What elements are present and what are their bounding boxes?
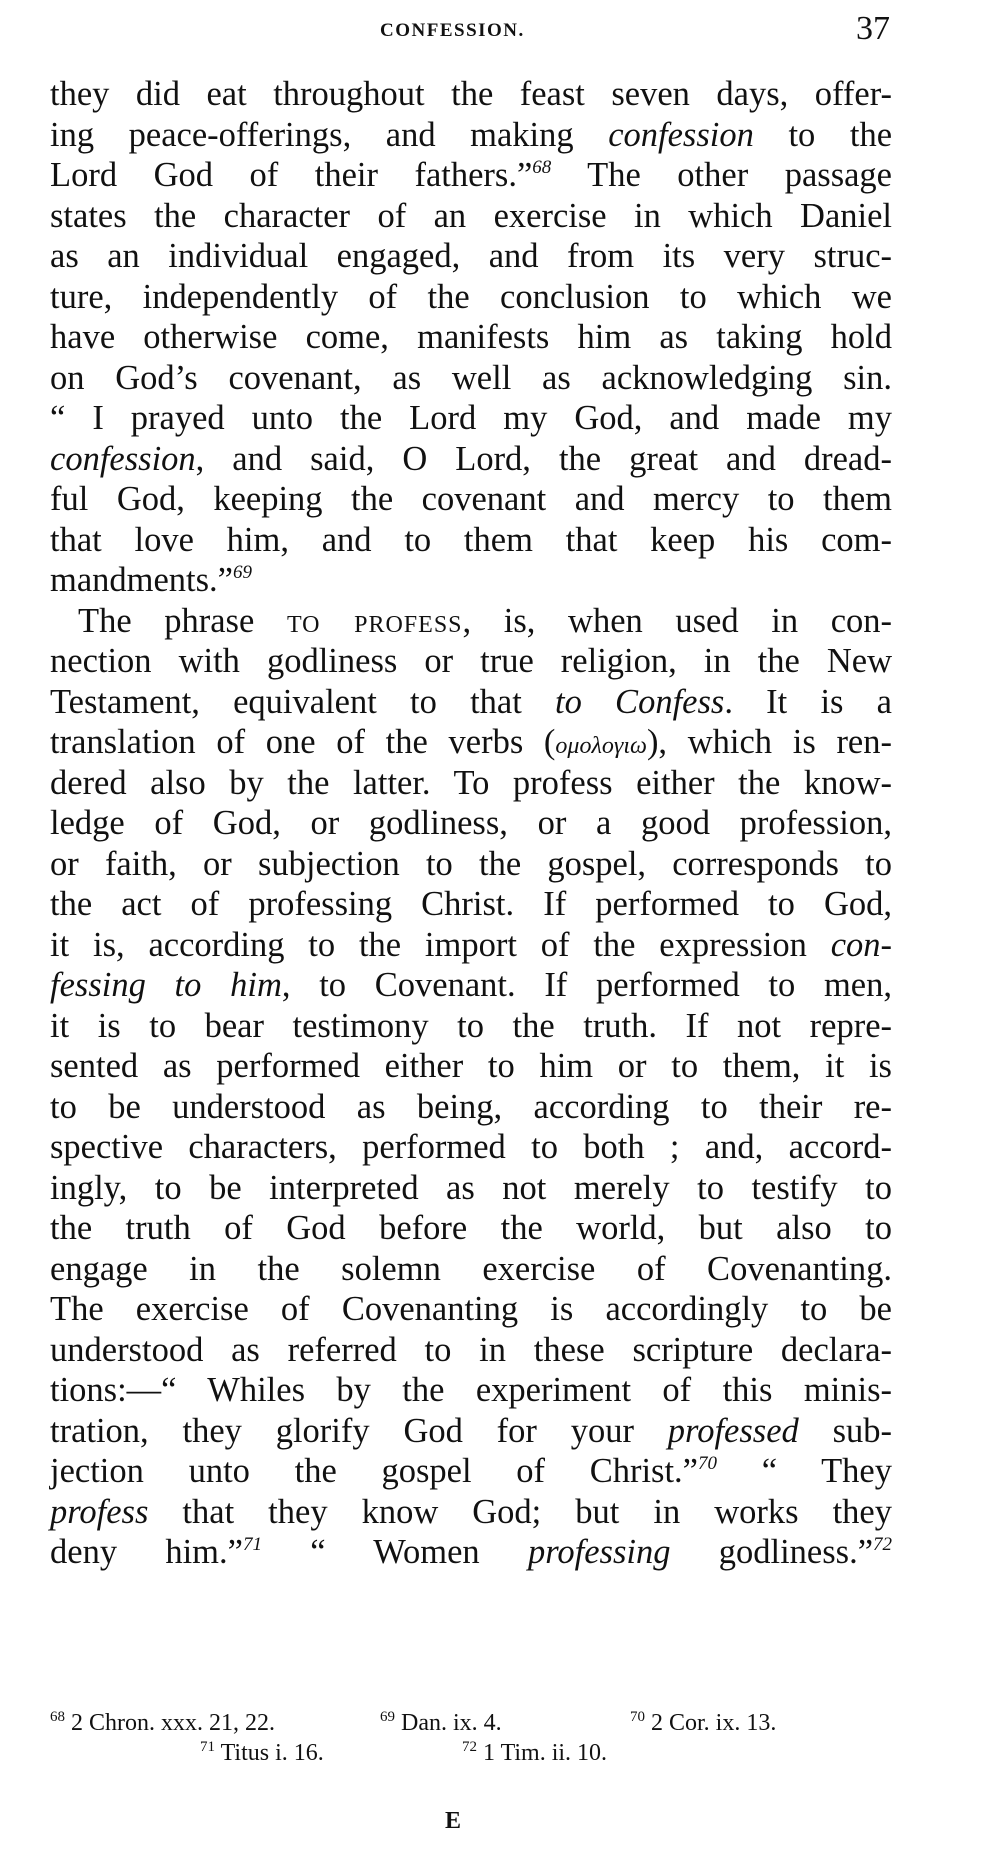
text-line: it is to bear testimony to the truth. If not repre-	[50, 1006, 892, 1045]
text-line: translation of one of the verbs (ομολογιω), which is ren-	[50, 723, 892, 761]
text-line: Testament, equivalent to that to Confess. It is a	[50, 682, 892, 721]
footnote-ref: 69	[233, 562, 252, 583]
footnote: $^{68}$ 2 Chron. xxx. 21, 22.	[50, 1709, 275, 1736]
text-line: ingly, to be interpreted as not merely to testify to	[50, 1168, 892, 1207]
text-line: on God’s covenant, as well as acknowledging sin.	[50, 358, 892, 397]
body-text	[50, 74, 892, 1573]
footnote: $^{72}$ 1 Tim. ii. 10.	[462, 1739, 608, 1766]
text-line: understood as referred to in these scripture declara-	[50, 1330, 892, 1369]
text-line: tration, they glorify God for your professed sub-	[50, 1411, 893, 1450]
text-line: nection with godliness or true religion, in the New	[50, 642, 892, 680]
text-line: fessing to him, to Covenant. If performed to men,	[50, 966, 892, 1004]
text-line: or faith, or subjection to the gospel, corresponds to	[50, 844, 892, 883]
text-line: engage in the solemn exercise of Covenanting.	[50, 1249, 892, 1288]
footnote-ref: 71	[242, 1534, 262, 1555]
text-line: dered also by the latter. To profess either the know-	[50, 763, 892, 802]
text-line: the act of professing Christ. If performed to God,	[50, 885, 892, 923]
footnotes	[50, 1708, 892, 1768]
text-line: have otherwise come, manifests him as taking hold	[50, 318, 892, 356]
text-line: The phrase to profess, is, when used in con-	[78, 601, 892, 640]
footnote-ref: 70	[698, 1453, 717, 1474]
text-line: ful God, keeping the covenant and mercy to them	[50, 480, 892, 518]
text-line: spective characters, performed to both ; and, accord-	[50, 1128, 892, 1166]
text-line: profess that they know God; but in works they	[50, 1492, 892, 1531]
signature-mark: E	[445, 1808, 462, 1834]
text-line: jection unto the gospel of Christ.”$^{70}$ “ They	[50, 1452, 892, 1490]
running-title: CONFESSION.	[380, 20, 525, 41]
text-line: “ I prayed unto the Lord my God, and made my	[50, 399, 892, 437]
text-line: confession, and said, O Lord, the great and dread-	[50, 439, 892, 478]
text-line: states the character of an exercise in which Daniel	[50, 196, 892, 235]
text-line: ture, independently of the conclusion to which we	[50, 277, 892, 316]
text-line: deny him.”$^{71}$ “ Women professing godliness.”$^{72}$	[50, 1533, 893, 1571]
footnote-ref: 72	[873, 1534, 893, 1555]
text-line: the truth of God before the world, but also to	[50, 1209, 892, 1247]
footnote: $^{71}$ Titus i. 16.	[200, 1739, 324, 1766]
footnote: $^{70}$ 2 Cor. ix. 13.	[630, 1709, 777, 1736]
page-number: 37	[856, 10, 890, 47]
text-line: it is, according to the import of the expression con-	[50, 925, 892, 964]
running-head	[50, 10, 890, 50]
text-line: to be understood as being, according to their re-	[50, 1087, 892, 1126]
text-line: sented as performed either to him or to them, it is	[50, 1047, 892, 1085]
text-line: ing peace-offerings, and making confession to the	[50, 115, 893, 154]
footnote-ref: 68	[532, 157, 552, 178]
footnote-row	[50, 1738, 892, 1768]
greek-word: ομολογιω	[555, 733, 647, 759]
text-line: they did eat throughout the feast seven days, offer-	[50, 75, 892, 113]
footnote-row	[50, 1708, 892, 1738]
text-line: The exercise of Covenanting is accordingly to be	[50, 1290, 892, 1328]
text-line: that love him, and to them that keep his com-	[50, 520, 892, 559]
footnote: $^{69}$ Dan. ix. 4.	[380, 1709, 502, 1736]
text-line: tions:—“ Whiles by the experiment of this minis-	[50, 1371, 892, 1409]
text-line: mandments.”$^{69}$	[50, 561, 252, 599]
text-line: as an individual engaged, and from its very struc-	[50, 237, 892, 275]
text-line: ledge of God, or godliness, or a good profession,	[50, 804, 892, 842]
text-line: Lord God of their fathers.”$^{68}$ The other passage	[50, 156, 892, 194]
